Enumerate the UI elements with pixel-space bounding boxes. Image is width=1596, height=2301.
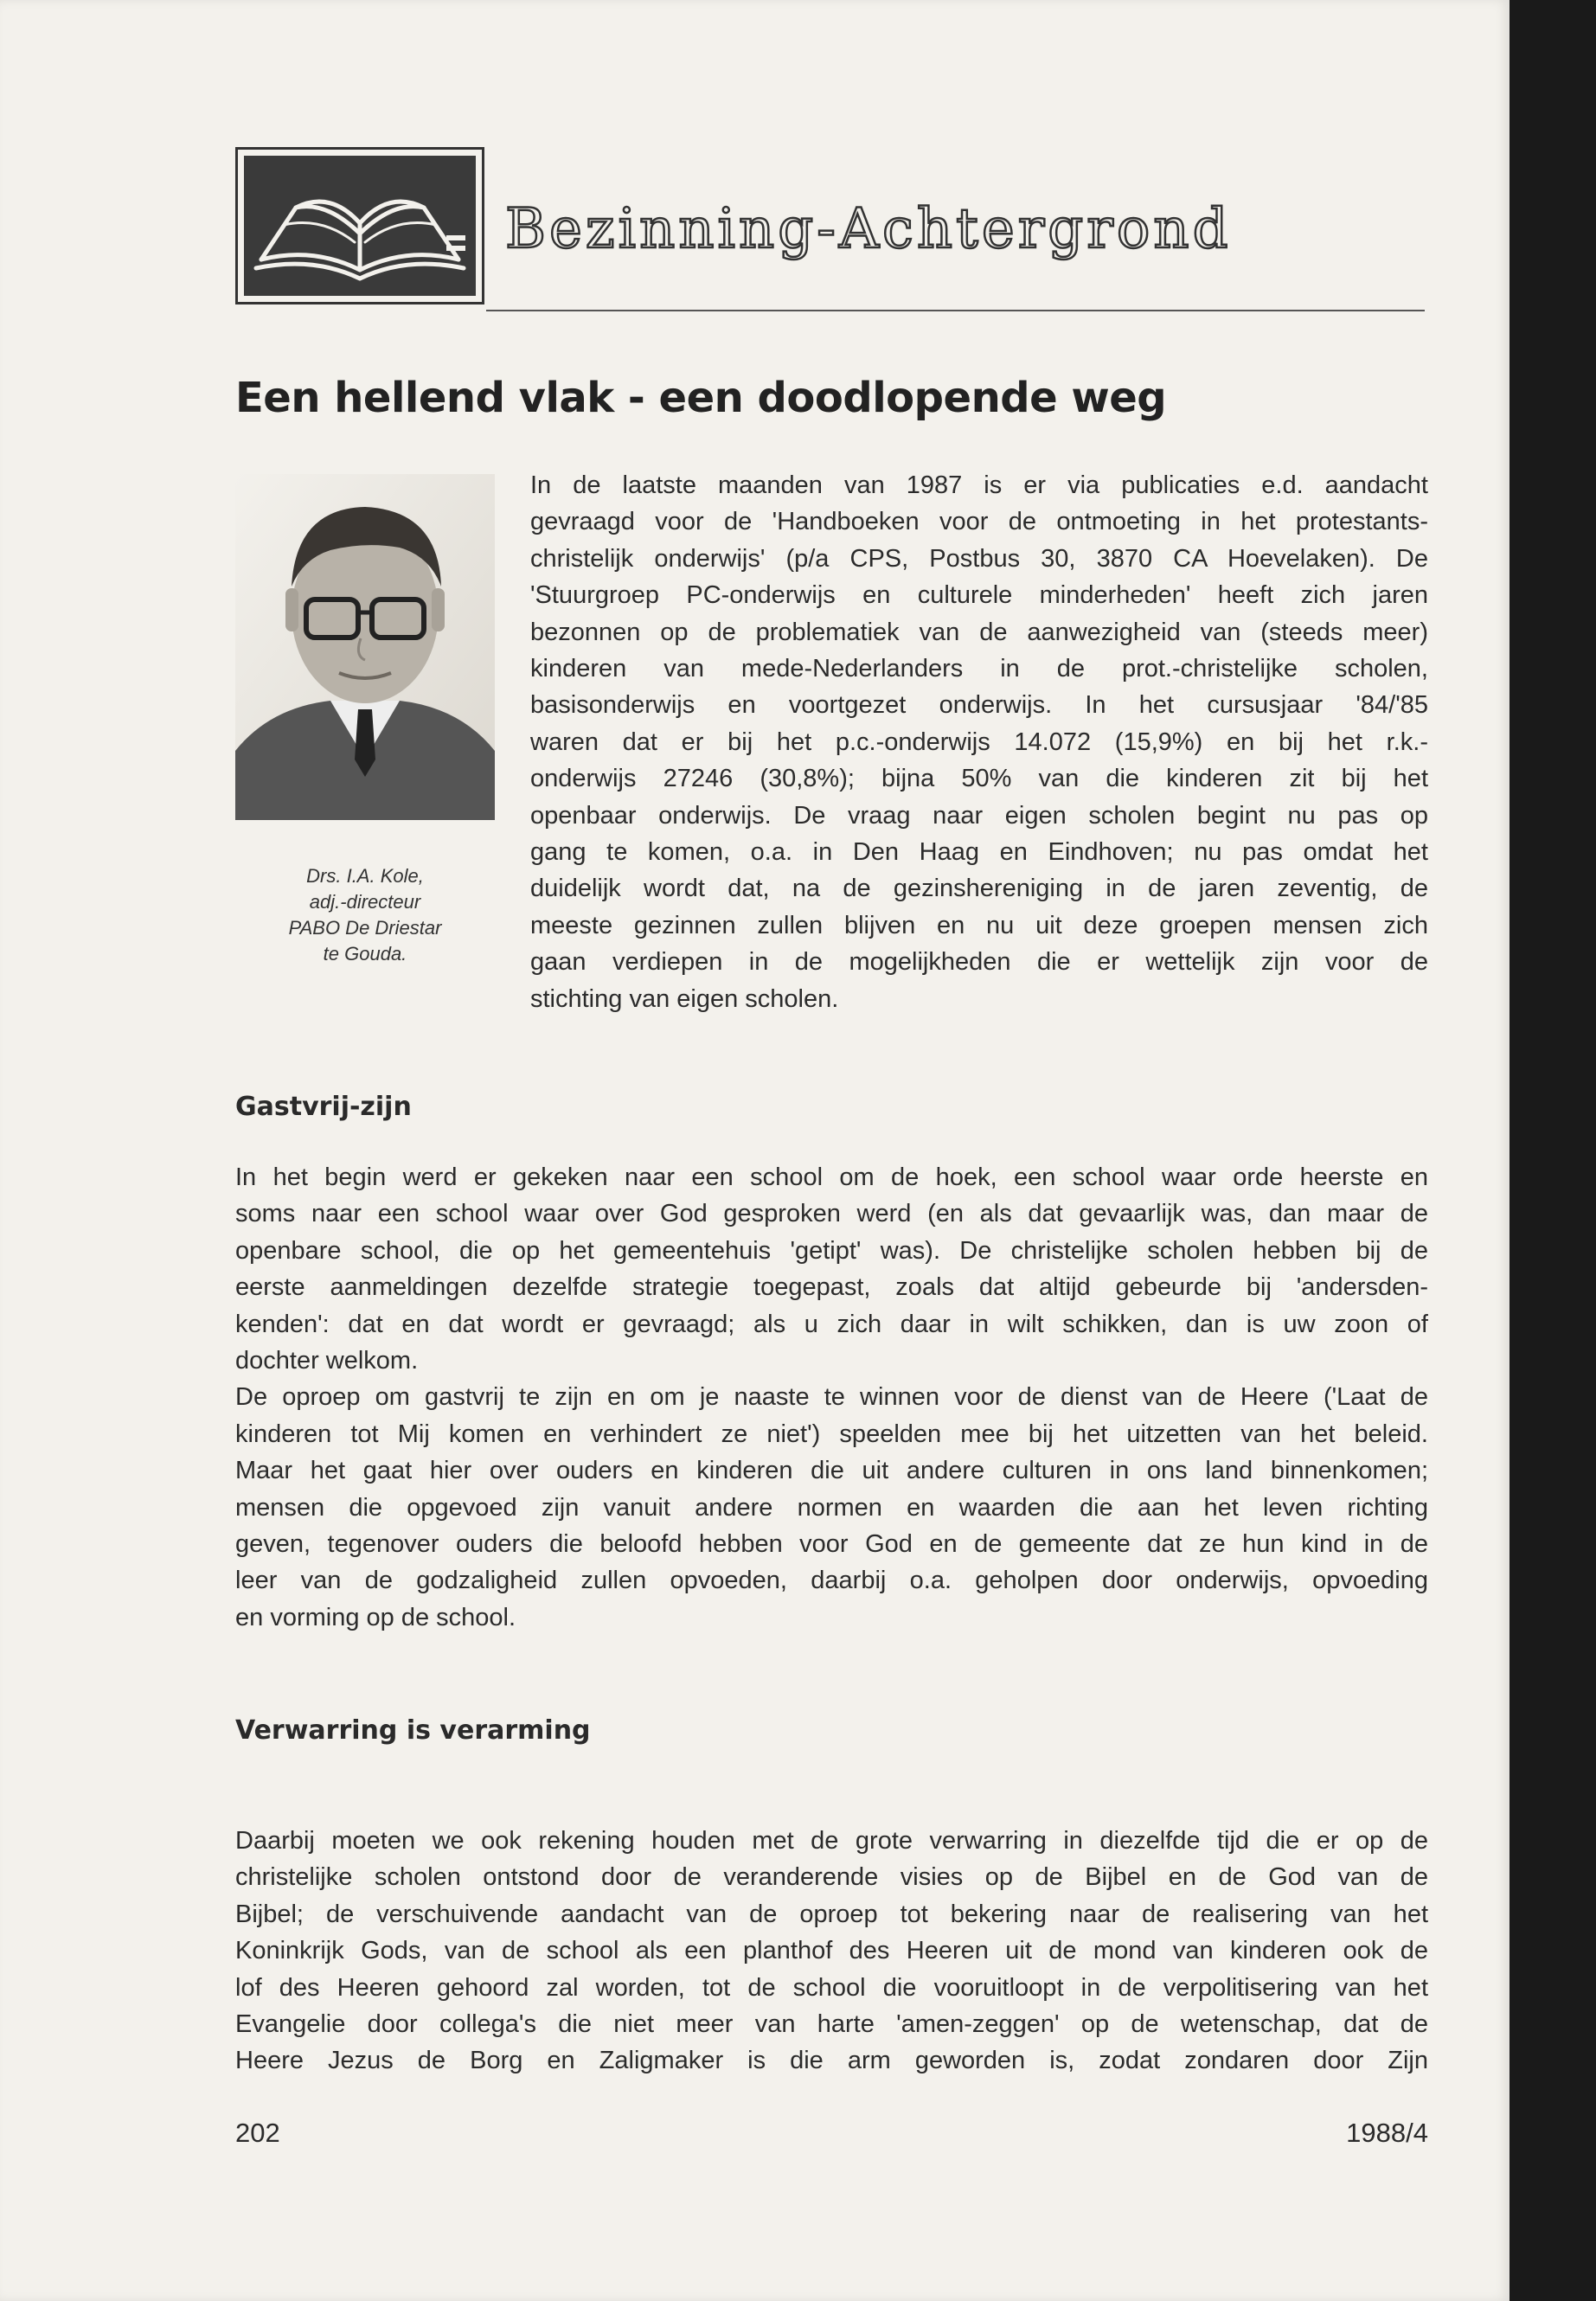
caption-line: adj.-directeur: [309, 891, 421, 913]
intro-line: gang te komen, o.a. in Den Haag en Eindhoven; nu pas omdat het: [530, 838, 1428, 867]
body-line: christelijke scholen ontstond door de veranderende visies op de Bijbel en de God van de: [235, 1863, 1428, 1892]
article-headline: Een hellend vlak - een doodlopende weg: [235, 374, 1167, 422]
section-header: [235, 147, 1425, 311]
body-line: kinderen tot Mij komen en verhindert ze niet') speelden mee bij het uitzetten van het beleid.: [235, 1420, 1428, 1448]
body-line: mensen die opgevoed zijn vanuit andere normen en waarden die aan het leven richting: [235, 1493, 1428, 1522]
subheading-verwarring: Verwarring is verarming: [235, 1715, 591, 1746]
section-title: Bezinning-Achtergrond: [505, 197, 1232, 261]
body-line: Koninkrijk Gods, van de school als een planthof des Heeren uit de mond van kinderen ook de: [235, 1937, 1428, 1965]
author-portrait: [235, 474, 495, 820]
intro-line: gaan verdiepen in de mogelijkheden die er wettelijk zijn voor de: [530, 948, 1428, 977]
intro-paragraph: [530, 467, 1428, 1017]
caption-line: PABO De Driestar: [288, 917, 442, 939]
caption-line: te Gouda.: [323, 943, 407, 965]
body-line: kenden': dat en dat wordt er gevraagd; als u zich daar in wilt schikken, dan is uw zoon of: [235, 1310, 1428, 1338]
intro-line: 'Stuurgroep PC-onderwijs en culturele minderheden' heeft zich jaren: [530, 581, 1428, 610]
intro-line: waren dat er bij het p.c.-onderwijs 14.072 (15,9%) en bij het r.k.-: [530, 727, 1428, 756]
section-gastvrij-zijn-body: [235, 1159, 1428, 1636]
body-line: Bijbel; de verschuivende aandacht van de oproep tot bekering naar de realisering van het: [235, 1900, 1428, 1928]
section-verwarring-body: [235, 1823, 1428, 2080]
intro-line: meeste gezinnen zullen blijven en nu uit deze groepen mensen zich: [530, 911, 1428, 939]
page-number: 202: [235, 2118, 280, 2148]
author-photo: [235, 474, 495, 820]
intro-line: stichting van eigen scholen.: [530, 984, 839, 1013]
photo-caption: [235, 863, 495, 967]
issue-number: 1988/4: [1346, 2118, 1428, 2148]
body-line: openbare school, die op het gemeentehuis 'getipt' was). De christelijke scholen hebben bij de: [235, 1236, 1428, 1265]
intro-line: In de laatste maanden van 1987 is er via publicaties e.d. aandacht: [530, 471, 1428, 499]
open-book-icon: [244, 156, 476, 296]
intro-line: duidelijk wordt dat, na de gezinshereniging in de jaren zeventig, de: [530, 875, 1428, 903]
header-divider: [486, 310, 1425, 311]
body-line: geven, tegenover ouders die beloofd hebben voor God en de gemeente dat ze hun kind in de: [235, 1530, 1428, 1559]
section-logo: [235, 147, 484, 304]
intro-line: onderwijs 27246 (30,8%); bijna 50% van die kinderen zit bij het: [530, 765, 1428, 793]
body-line: In het begin werd er gekeken naar een school om de hoek, een school waar orde heerste en: [235, 1163, 1428, 1191]
body-line: lof des Heeren gehoord zal worden, tot de school die vooruitloopt in de verpolitisering van het: [235, 1973, 1428, 2002]
body-line: Maar het gaat hier over ouders en kinderen die uit andere culturen in ons land binnenkomen;: [235, 1457, 1428, 1485]
subheading-gastvrij-zijn: Gastvrij-zijn: [235, 1092, 412, 1122]
body-line: soms naar een school waar over God gesproken werd (en als dat gevaarlijk was, dan maar de: [235, 1200, 1428, 1228]
body-line: Heere Jezus de Borg en Zaligmaker is die arm geworden is, zodat zondaren door Zijn: [235, 2047, 1428, 2075]
intro-line: bezonnen op de problematiek van de aanwezigheid van (steeds meer): [530, 618, 1428, 646]
intro-line: basisonderwijs en voortgezet onderwijs. In het cursusjaar '84/'85: [530, 691, 1428, 720]
intro-line: christelijk onderwijs' (p/a CPS, Postbus 30, 3870 CA Hoevelaken). De: [530, 544, 1428, 573]
body-line: De oproep om gastvrij te zijn en om je naaste te winnen voor de dienst van de Heere ('Laat de: [235, 1383, 1428, 1412]
intro-line: openbaar onderwijs. De vraag naar eigen scholen begint nu pas op: [530, 801, 1428, 830]
body-line: dochter welkom.: [235, 1347, 419, 1375]
body-line: leer van de godzaligheid zullen opvoeden, daarbij o.a. geholpen door onderwijs, opvoeding: [235, 1567, 1428, 1595]
intro-line: gevraagd voor de 'Handboeken voor de ontmoeting in het protestants-: [530, 508, 1428, 536]
caption-line: Drs. I.A. Kole,: [306, 865, 424, 887]
body-line: en vorming op de school.: [235, 1603, 516, 1631]
body-line: eerste aanmeldingen dezelfde strategie toegepast, zoals dat altijd gebeurde bij 'andersden-: [235, 1273, 1428, 1302]
body-line: Evangelie door collega's die niet meer van harte 'amen-zeggen' op de wetenschap, dat de: [235, 2010, 1428, 2039]
body-line: Daarbij moeten we ook rekening houden met de grote verwarring in diezelfde tijd die er op de: [235, 1827, 1428, 1855]
intro-line: kinderen van mede-Nederlanders in de prot.-christelijke scholen,: [530, 655, 1428, 683]
